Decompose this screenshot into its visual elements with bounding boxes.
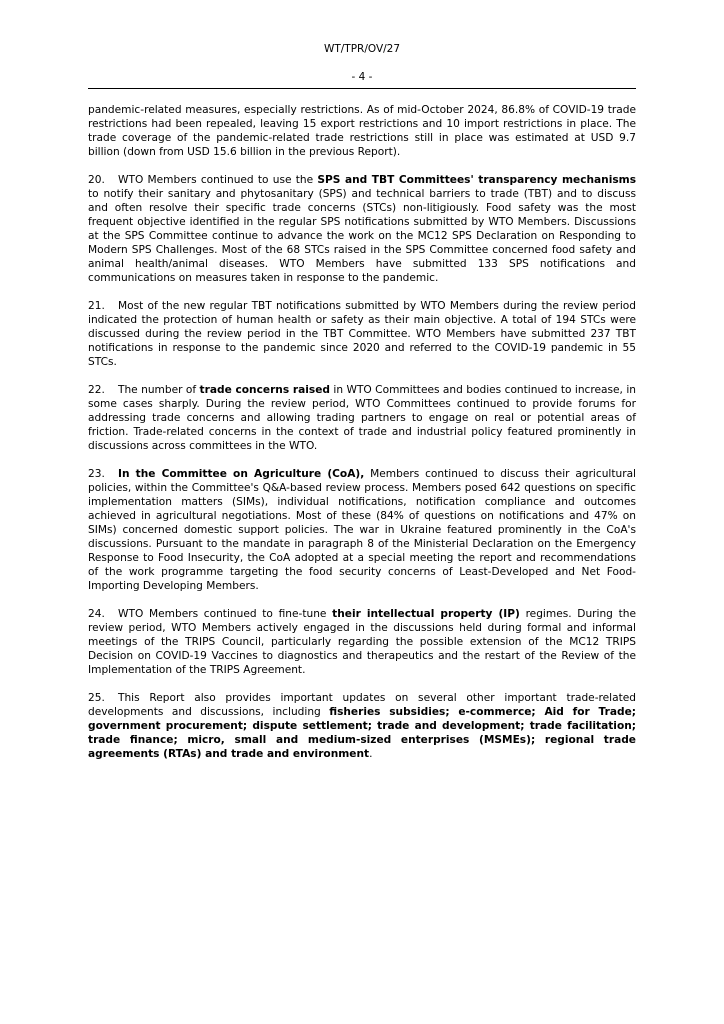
paragraph-25: 25. This Report also provides important updates on several other important trade-related developments and discussions, including fisheries subsidies; e-commerce; Aid for Trade; government procurement; dispute settlement; trade and development; trade facilitation; trade finance; micro, small and medium-sized enterprises (MSMEs); regional trade agreements (RTAs) and trade and environment.	[88, 692, 636, 760]
paragraph-number: 20.	[88, 174, 105, 186]
paragraph-20: 20. WTO Members continued to use the SPS and TBT Committees' transparency mechanisms to notify their sanitary and phytosanitary (SPS) and technical barriers to trade (TBT) and to discuss and often resolve their specific trade concerns (STCs) non-litigiously. Food safety was the most frequent objective identified in the regular SPS notifications submitted by WTO Members. Discussions at the SPS Committee continue to advance the work on the MC12 SPS Declaration on Responding to Modern SPS Challenges. Most of the 68 STCs raised in the SPS Committee concerned food safety and animal health/animal diseases. WTO Members have submitted 133 SPS notifications and communications on measures taken in response to the pandemic.	[88, 174, 636, 284]
paragraph-continued: pandemic-related measures, especially restrictions. As of mid-October 2024, 86.8% of COVID-19 trade restrictions had been repealed, leaving 15 export restrictions and 10 import restrictions in place. The trade coverage of the pandemic-related trade restrictions still in place was estimated at USD 9.7 billion (down from USD 15.6 billion in the previous Report).	[88, 104, 636, 158]
paragraph-21: 21. Most of the new regular TBT notifications submitted by WTO Members during the review period indicated the protection of human health or safety as their main objective. A total of 194 STCs were discussed during the review period in the TBT Committee. WTO Members have submitted 237 TBT notifications in response to the pandemic since 2020 and referred to the COVID-19 pandemic in 55 STCs.	[88, 300, 636, 368]
page-number: - 4 -	[351, 71, 373, 83]
paragraph-number: 23.	[88, 468, 105, 480]
paragraph-number: 21.	[88, 300, 105, 312]
header-divider	[88, 88, 636, 89]
document-body	[88, 103, 636, 775]
paragraph-22: 22. The number of trade concerns raised in WTO Committees and bodies continued to increase, in some cases sharply. During the review period, WTO Committees continued to provide forums for addressing trade concerns and allowing trading partners to engage on real or potential areas of friction. Trade-related concerns in the context of trade and industrial policy featured prominently in discussions across committees in the WTO.	[88, 384, 637, 452]
paragraph-24: 24. WTO Members continued to fine-tune their intellectual property (IP) regimes. During the review period, WTO Members actively engaged in the discussions held during formal and informal meetings of the TRIPS Council, particularly regarding the possible extension of the MC12 TRIPS Decision on COVID-19 Vaccines to diagnostics and therapeutics and the restart of the Review of the Implementation of the TRIPS Agreement.	[88, 608, 636, 676]
paragraph-23: 23. In the Committee on Agriculture (CoA), Members continued to discuss their agricultural policies, within the Committee's Q&A-based review process. Members posed 642 questions on specific implementation matters (SIMs), individual notifications, notification compliance and outcomes achieved in agricultural negotiations. Most of these (84% of questions on notifications and 47% on SIMs) concerned domestic support policies. The war in Ukraine featured prominently in the CoA's discussions. Pursuant to the mandate in paragraph 8 of the Ministerial Declaration on the Emergency Response to Food Insecurity, the CoA adopted at a special meeting the report and recommendations of the work programme targeting the food security concerns of Least-Developed and Net Food-Importing Developing Members.	[88, 468, 637, 592]
paragraph-number: 24.	[88, 608, 105, 620]
paragraph-number: 22.	[88, 384, 105, 396]
document-reference: WT/TPR/OV/27	[323, 43, 401, 55]
paragraph-number: 25.	[88, 692, 105, 704]
